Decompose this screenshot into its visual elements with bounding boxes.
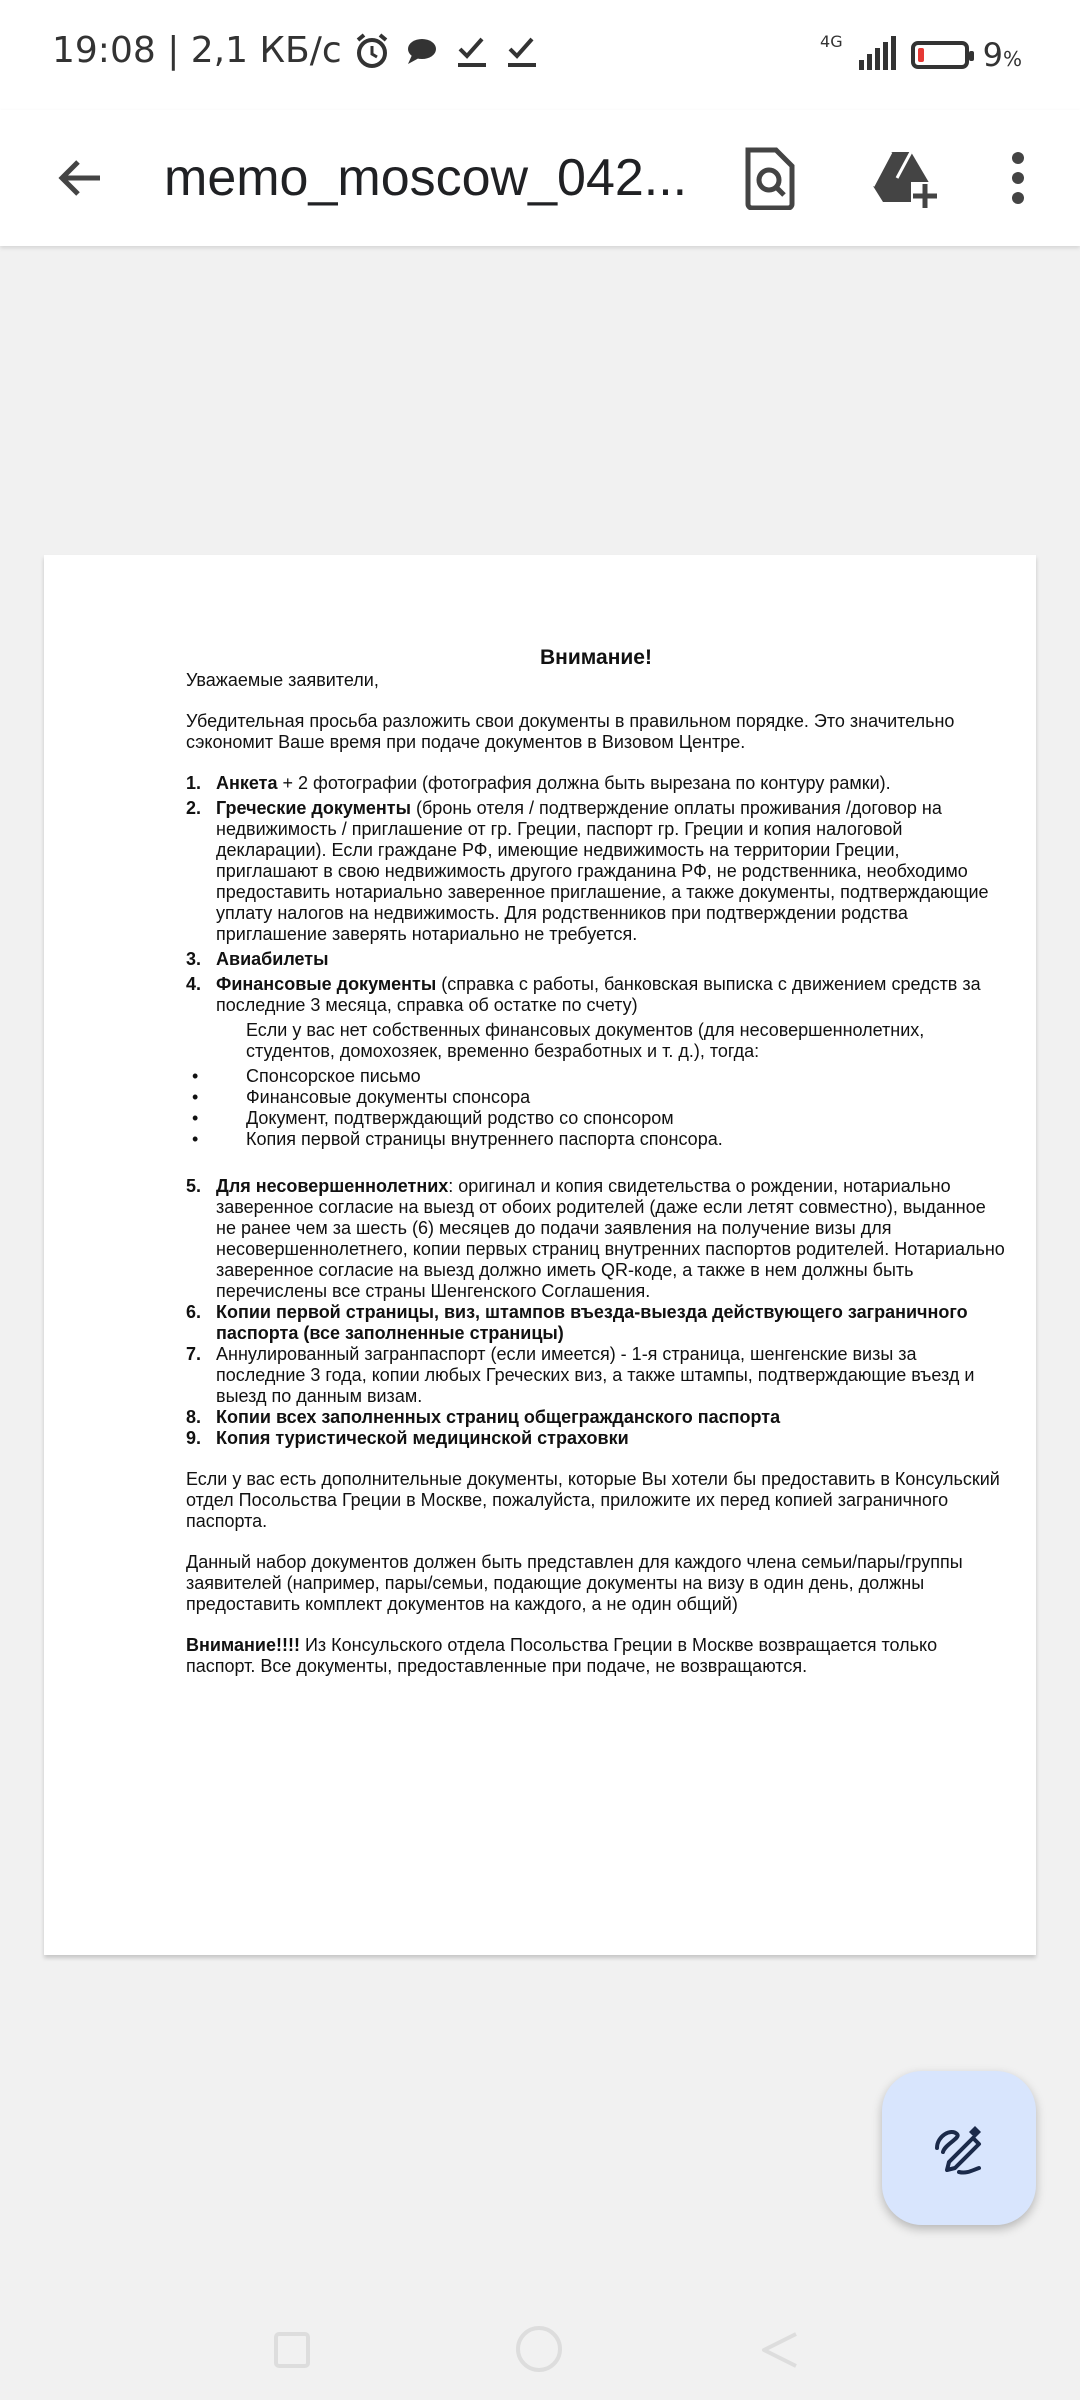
add-to-drive-icon — [869, 148, 939, 208]
doc-item4-note: Если у вас нет собственных финансовых документов (для несовершеннолетних, студентов, домохозяек, временно безработных и т. д.), тогда: — [246, 1020, 925, 1061]
more-options-button[interactable] — [978, 138, 1058, 218]
home-button[interactable] — [514, 2324, 564, 2379]
alarm-icon — [352, 31, 392, 71]
network-type: 4G — [820, 31, 843, 51]
battery-level — [918, 48, 924, 62]
add-to-drive-button[interactable] — [864, 138, 944, 218]
draw-edit-icon — [929, 2118, 989, 2178]
list-item: 7. Аннулированный загранпаспорт (если имеется) - 1-я страница, шенгенские визы за последние 3 года, копии любых Греческих виз, а также штампы, подтверждающие въезд и выезд по данным визам. — [186, 1344, 975, 1406]
square-icon — [272, 2330, 312, 2370]
doc-intro: Убедительная просьба разложить свои документы в правильном порядке. Это значительно сэкономит Ваше время при подаче документов в Визовом Центре. — [186, 711, 955, 752]
list-item: 8. Копии всех заполненных страниц общегражданского паспорта — [186, 1407, 781, 1427]
recents-button[interactable] — [272, 2330, 312, 2375]
triangle-back-icon — [760, 2330, 800, 2370]
list-item: 1. Анкета + 2 фотографии (фотография должна быть вырезана по контуру рамки). — [186, 773, 891, 793]
bullet-item: • Финансовые документы спонсора — [186, 1087, 1006, 1108]
back-button[interactable] — [44, 142, 116, 214]
bullet-item: • Документ, подтверждающий родство со спонсором — [186, 1108, 1006, 1129]
check-download-icon — [502, 31, 542, 71]
document-content — [186, 647, 1006, 1697]
battery-text: 9% — [982, 36, 1022, 74]
list-item: 5. Для несовершеннолетних: оригинал и копия свидетельства о рождении, нотариально заверенное согласие на выезд от обоих родителей (даже если летят совместно), выданное не ранее чем за шесть (6) месяцев до подачи заявления на получение визы для несовершеннолетнего, копии первых страниц внутренних паспортов родителей. Нотариально заверенное согласие на выезд должно иметь QR-коде, а также в нем должны быть перечислены все страны Шенгенского Соглашения. — [186, 1176, 1005, 1301]
status-time-speed: 19:08 | 2,1 КБ/с — [52, 30, 342, 71]
app-toolbar — [0, 110, 1080, 246]
doc-bullets — [186, 1066, 1006, 1150]
doc-heading: Внимание! — [540, 646, 652, 669]
list-item: 3. Авиабилеты — [186, 949, 329, 969]
list-item: 9. Копия туристической медицинской страховки — [186, 1428, 629, 1448]
list-item: 2. Греческие документы (бронь отеля / подтверждение оплаты проживания /договор на недвижимость / приглашение от гр. Греции, паспорт гр. Греции и копия налоговой декларации). Если граждане РФ, имеющие недвижимость на территории Греции, приглашают в свою недвижимость другого гражданина РФ, не родственника, необходимо предоставить нотариально заверенное приглашение, а также документы, подтверждающие уплату налогов на недвижимость. Для родственников при подтверждении родства приглашение заверять нотариально не требуется. — [186, 798, 989, 944]
system-nav-bar — [0, 2290, 1080, 2400]
status-left — [52, 30, 542, 71]
more-vert-icon — [1008, 150, 1028, 206]
status-bar — [0, 0, 1080, 110]
edit-fab-button[interactable] — [882, 2071, 1036, 2225]
bullet-item: • Спонсорское письмо — [186, 1066, 1006, 1087]
status-right — [820, 31, 1022, 74]
doc-set-note: Данный набор документов должен быть представлен для каждого члена семьи/пары/группы заявителей (например, пары/семьи, подающие документы на визу в один день, должны предоставить комплект документов на каждого, а не один общий) — [186, 1552, 963, 1614]
check-download-icon — [452, 31, 492, 71]
list-item: 6. Копии первой страницы, виз, штампов въезда-выезда действующего заграничного паспорта (все заполненные страницы) — [186, 1302, 968, 1343]
doc-additional: Если у вас есть дополнительные документы, которые Вы хотели бы предоставить в Консульский отдел Посольства Греции в Москве, пожалуйста, приложите их перед копией заграничного паспорта. — [186, 1469, 1000, 1531]
arrow-left-icon — [54, 152, 106, 204]
find-in-page-button[interactable] — [730, 138, 810, 218]
chat-icon — [402, 31, 442, 71]
document-page[interactable] — [44, 555, 1036, 1955]
document-title: memo_moscow_042... — [164, 149, 688, 207]
back-nav-button[interactable] — [760, 2330, 800, 2375]
circle-icon — [514, 2324, 564, 2374]
doc-list-part2 — [186, 1176, 1006, 1449]
doc-list-part1 — [186, 773, 1006, 1016]
signal-icon — [857, 36, 897, 74]
doc-warning: Внимание!!!! Из Консульского отдела Посольства Греции в Москве возвращается только паспорт. Все документы, предоставленные при подаче, не возвращаются. — [186, 1635, 938, 1676]
list-item: 4. Финансовые документы (справка с работы, банковская выписка с движением средств за последние 3 месяца, справка об остатке по счету) — [186, 974, 981, 1015]
doc-greeting: Уважаемые заявители, — [186, 670, 379, 690]
find-in-page-icon — [742, 146, 798, 210]
battery-icon — [911, 41, 969, 69]
bullet-item: • Копия первой страницы внутреннего паспорта спонсора. — [186, 1129, 1006, 1150]
